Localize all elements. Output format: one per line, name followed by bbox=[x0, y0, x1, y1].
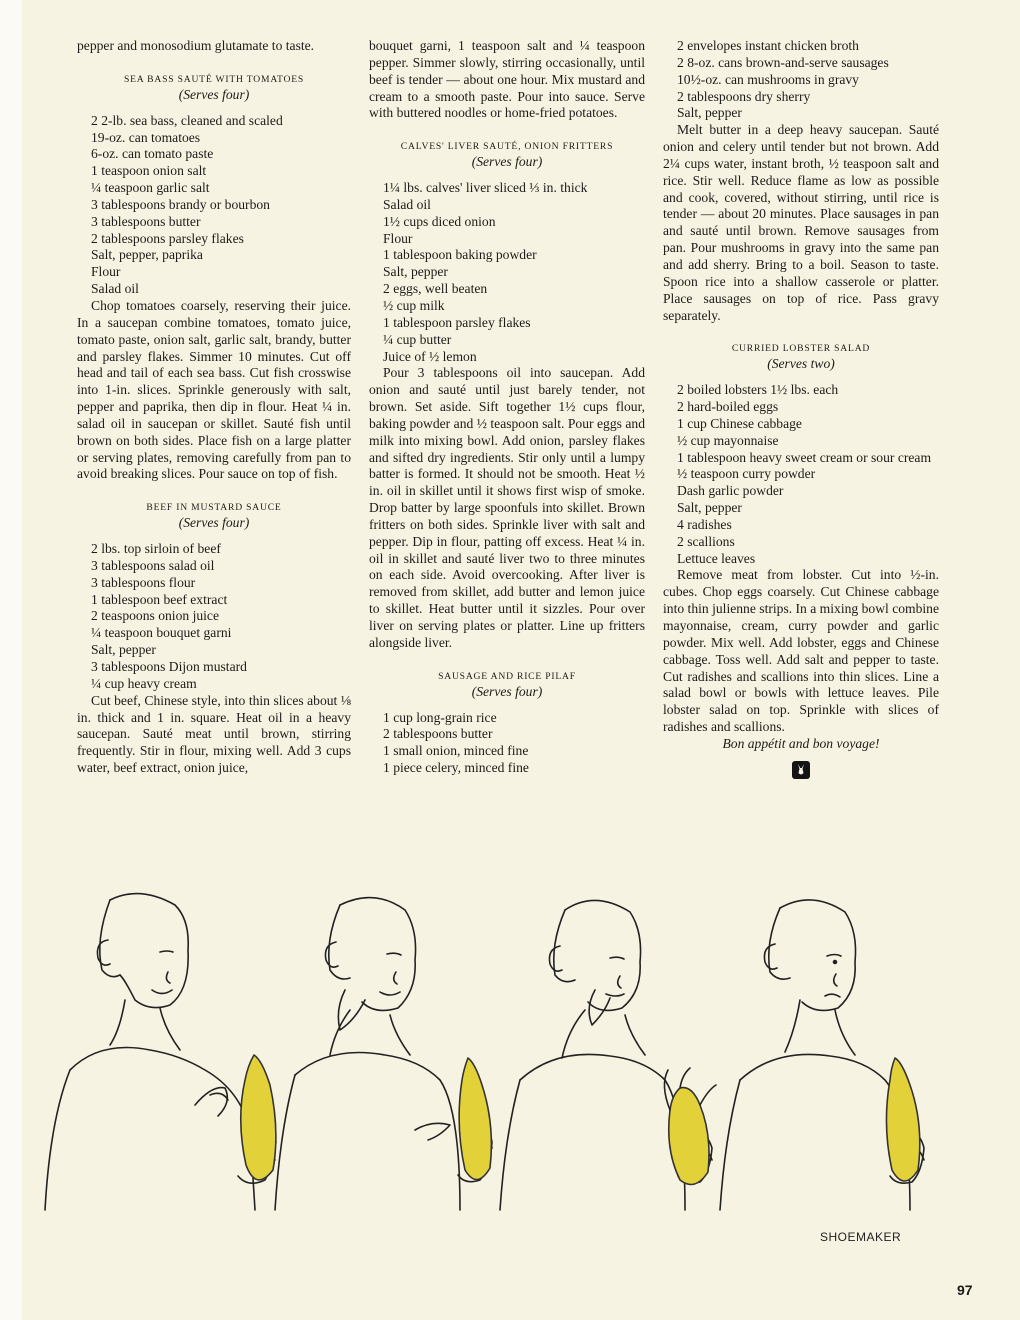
ingredient: Salt, pepper bbox=[677, 105, 742, 121]
ingredient: 3 tablespoons brandy or bourbon bbox=[91, 196, 270, 212]
ingredients-beef bbox=[77, 541, 351, 693]
page-edge bbox=[0, 0, 22, 1320]
banana-3 bbox=[669, 1088, 709, 1185]
ingredient: 1 small onion, minced fine bbox=[383, 743, 529, 759]
ingredients-lobster bbox=[663, 382, 939, 567]
ingredient: 3 tablespoons flour bbox=[91, 574, 196, 590]
page-number: 97 bbox=[957, 1282, 973, 1298]
ingredient: 1¼ lbs. calves' liver sliced ⅓ in. thick bbox=[383, 180, 588, 196]
cartoon-illustration bbox=[40, 880, 980, 1270]
ingredient: 19-oz. can tomatoes bbox=[91, 129, 201, 145]
serves-sea-bass: (Serves four) bbox=[178, 86, 250, 102]
ingredient: 3 tablespoons Dijon mustard bbox=[91, 659, 247, 674]
ingredient: ¼ cup butter bbox=[383, 331, 452, 347]
intro-text: pepper and monosodium glutamate to taste. bbox=[77, 38, 315, 53]
ingredient: ¼ cup heavy cream bbox=[91, 675, 197, 691]
ingredients-sea-bass bbox=[77, 113, 351, 298]
ingredient: 2 teaspoons onion juice bbox=[91, 608, 219, 624]
column-2 bbox=[369, 38, 645, 777]
ingredient: Salt, pepper bbox=[677, 500, 742, 516]
ingredient: Dash garlic powder bbox=[677, 483, 784, 499]
directions-liver: Pour 3 tablespoons oil into saucepan. Add onion and sauté until just barely tender, not brown. Set aside. Sift together 1½ cups flour, baking powder and ½ teaspoon salt. Pour eggs and milk into mixing bowl. Add onion, parsley flakes and sifted dry ingredients. Stir only until a lumpy batter is formed. It should not be smooth. Heat ½ in. oil in skillet until it shows first wisp of smoke. Drop batter by large spoonfuls into skillet. Brown fritters on both sides. Sprinkle liver with salt and pepper. Dip in flour, patting off excess. Heat ¼ in. oil in skillet and sauté liver two to three minutes on each side. Avoid overcooking. After liver is removed from skillet, add butter and lemon juice to skillet. Heat butter until it sizzles. Pour over liver on serving plates or platter. Line up fritters alongside liver. bbox=[369, 365, 645, 650]
ingredients-sausage-continued bbox=[663, 38, 939, 122]
ingredient: Salt, pepper bbox=[383, 264, 448, 280]
ingredient: 2 envelopes instant chicken broth bbox=[677, 38, 859, 53]
ingredient: 6-oz. can tomato paste bbox=[91, 146, 214, 162]
serves-beef: (Serves four) bbox=[178, 515, 250, 531]
ingredients-liver bbox=[369, 180, 645, 365]
rabbit-glyph-icon bbox=[792, 761, 810, 779]
ingredient: 1 tablespoon baking powder bbox=[383, 247, 537, 263]
ingredient: 1 tablespoon beef extract bbox=[91, 591, 228, 607]
ingredient: 1 cup long-grain rice bbox=[383, 709, 497, 725]
banana-2 bbox=[459, 1058, 491, 1180]
ingredient: 2 hard-boiled eggs bbox=[677, 399, 779, 415]
ingredient: 2 eggs, well beaten bbox=[383, 281, 488, 297]
ingredient: 1 tablespoon parsley flakes bbox=[383, 314, 531, 330]
recipe-title-liver: CALVES' LIVER SAUTÉ, ONION FRITTERS bbox=[400, 141, 614, 153]
ingredient: 1½ cups diced onion bbox=[383, 213, 496, 229]
recipe-title-beef: BEEF IN MUSTARD SAUCE bbox=[146, 502, 282, 514]
ingredient: 2 tablespoons parsley flakes bbox=[91, 230, 244, 246]
directions-sausage: Melt butter in a deep heavy saucepan. Sauté onion and celery until tender but not brown. Add 2¼ cups water, instant broth, ½ teaspoon salt and rice. Stir well. Reduce flame as low as possible and cook, covered, without stirring, until rice is tender — about 20 minutes. Place sausages in pan and sauté until brown. Remove sausages from pan. Pour mushrooms in gravy into the same pan and add sherry. Bring to a boil. Season to taste. Spoon rice into a shallow casserole or platter. Place sausages on top of rice. Pass gravy separately. bbox=[663, 122, 939, 323]
ingredient: 1 piece celery, minced fine bbox=[383, 760, 529, 776]
column-1 bbox=[77, 38, 351, 777]
ingredient: 2 tablespoons dry sherry bbox=[677, 88, 811, 104]
ingredient: 3 tablespoons salad oil bbox=[91, 557, 215, 573]
ingredient: 2 lbs. top sirloin of beef bbox=[91, 541, 221, 557]
serves-sausage: (Serves four) bbox=[471, 683, 543, 699]
banana-4 bbox=[886, 1058, 919, 1181]
serves-liver: (Serves four) bbox=[471, 154, 543, 170]
recipe-title-lobster: CURRIED LOBSTER SALAD bbox=[731, 343, 871, 355]
recipe-title-sea-bass: SEA BASS SAUTÉ WITH TOMATOES bbox=[123, 73, 304, 85]
ingredient: ½ cup mayonnaise bbox=[677, 432, 779, 448]
artist-signature: SHOEMAKER bbox=[820, 1230, 902, 1244]
cartoon-panel-2 bbox=[275, 898, 492, 1210]
ingredients-sausage bbox=[369, 710, 645, 777]
ingredient: ¼ teaspoon bouquet garni bbox=[91, 625, 232, 641]
directions-beef-continued: bouquet garni, 1 teaspoon salt and ¼ teaspoon pepper. Simmer slowly, stirring occasionally, until beef is tender — about one hour. Mix mustard and cream to a smooth paste. Pour into sauce. Serve with buttered noodles or home-fried potatoes. bbox=[369, 38, 645, 121]
directions-sea-bass: Chop tomatoes coarsely, reserving their juice. In a saucepan combine tomatoes, tomato juice, tomato paste, onion salt, garlic salt, brandy, butter and parsley flakes. Simmer 10 minutes. Cut off head and tail of each sea bass. Cut fish crosswise into 1-in. slices. Sprinkle generously with salt, pepper and paprika, then dip in flour. Heat ¼ in. salad oil in saucepan or skillet. Sauté fish until brown on both sides. Place fish on a large platter or serving plates, removing carefully from pan to avoid breaking slices. Pour sauce on top of fish. bbox=[77, 297, 351, 482]
directions-beef: Cut beef, Chinese style, into thin slices about ⅛ in. thick and 1 in. square. Heat oil in a heavy saucepan. Sauté meat until brown, stirring frequently. Stir in flour, mixing well. Add 3 cups water, beef extract, onion juice, bbox=[77, 692, 351, 776]
ingredient: Flour bbox=[91, 264, 121, 280]
ingredient: 1 teaspoon onion salt bbox=[91, 163, 207, 179]
closing-line: Bon appétit and bon voyage! bbox=[722, 735, 880, 751]
ingredient: ¼ teaspoon garlic salt bbox=[91, 180, 210, 196]
ingredient: ½ cup milk bbox=[383, 297, 445, 313]
column-3 bbox=[663, 38, 939, 779]
ingredient: 1 cup Chinese cabbage bbox=[677, 415, 802, 431]
ingredient: Juice of ½ lemon bbox=[383, 348, 477, 364]
recipe-title-sausage: SAUSAGE AND RICE PILAF bbox=[438, 670, 576, 682]
ingredient: 2 boiled lobsters 1½ lbs. each bbox=[677, 382, 839, 398]
ingredient: Flour bbox=[383, 230, 413, 246]
ingredient: Salt, pepper bbox=[91, 642, 156, 658]
ingredient: 2 2-lb. sea bass, cleaned and scaled bbox=[91, 112, 283, 128]
ingredient: 2 tablespoons butter bbox=[383, 726, 493, 742]
banana-1 bbox=[241, 1055, 276, 1180]
ingredient: 2 8-oz. cans brown-and-serve sausages bbox=[677, 54, 889, 70]
ingredient: 2 scallions bbox=[677, 533, 735, 549]
cartoon-panel-1 bbox=[45, 894, 276, 1210]
ingredient: Salt, pepper, paprika bbox=[91, 247, 203, 263]
ingredient: Lettuce leaves bbox=[677, 550, 756, 566]
rabbit-logo-icon bbox=[792, 761, 810, 779]
ingredient: 1 tablespoon heavy sweet cream or sour cream bbox=[677, 449, 932, 465]
serves-lobster: (Serves two) bbox=[767, 356, 835, 372]
ingredient: 4 radishes bbox=[677, 516, 732, 532]
ingredient: 3 tablespoons butter bbox=[91, 213, 201, 229]
ingredient: ½ teaspoon curry powder bbox=[677, 466, 816, 482]
directions-lobster: Remove meat from lobster. Cut into ½-in. cubes. Chop eggs coarsely. Cut Chinese cabbage into thin julienne strips. In a mixing bowl combine mayonnaise, cream, curry powder and garlic powder. Mix well. Add lobster, eggs and Chinese cabbage. Toss well. Add salt and pepper to taste. Cut radishes and scallions into thin slices. Line a salad bowl or bowls with lettuce leaves. Pile lobster salad on top. Sprinkle with slices of radishes and scallions. bbox=[663, 567, 939, 735]
ingredient: 10½-oz. can mushrooms in gravy bbox=[677, 71, 859, 87]
ingredient: Salad oil bbox=[91, 281, 139, 297]
ingredient: Salad oil bbox=[383, 196, 431, 212]
